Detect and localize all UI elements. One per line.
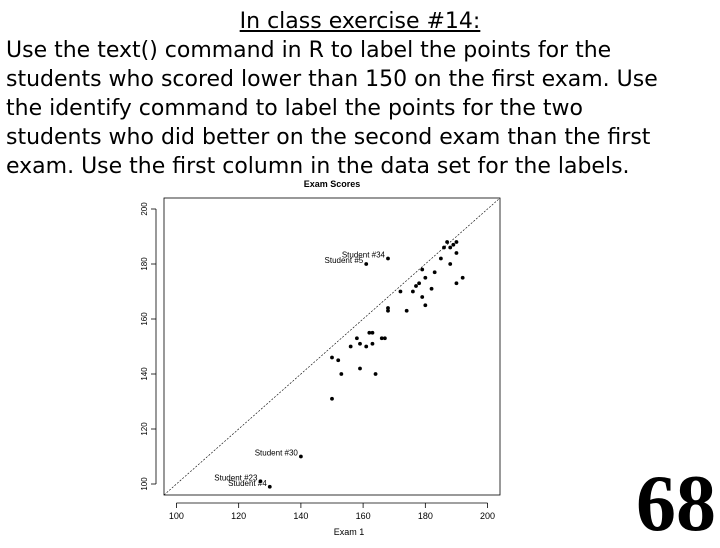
y-tick-label: 160 (140, 312, 149, 326)
x-tick-label: 160 (355, 511, 371, 521)
data-point (455, 251, 459, 255)
point-label: Student #23 (214, 473, 258, 483)
data-point (371, 342, 375, 346)
data-point (455, 281, 459, 285)
x-axis-label: Exam 1 (333, 527, 365, 537)
slide-number: 68 (636, 460, 716, 548)
data-point (411, 290, 415, 294)
data-point (349, 345, 353, 349)
data-point (455, 240, 459, 244)
data-point (358, 342, 362, 346)
chart-title: Exam Scores (303, 179, 361, 189)
instructions-text: Use the text() command in R to label the points for the students who scored lower than 150 on the first exam. Use the identify command to label the points for the two students who did better on the second exam than the first exam. Use the first column in the data set for the labels. (6, 38, 658, 179)
data-point (405, 309, 409, 313)
point-label: Student #4 (228, 478, 267, 488)
data-point (383, 336, 387, 340)
y-tick-label: 120 (140, 422, 149, 436)
data-point (299, 455, 303, 459)
data-point (355, 336, 359, 340)
data-point (439, 257, 443, 261)
data-point (433, 270, 437, 274)
data-point (330, 397, 334, 401)
x-tick-label: 120 (231, 511, 247, 521)
data-point (445, 240, 449, 244)
data-point (417, 281, 421, 285)
point-label: Student #34 (341, 250, 385, 260)
data-point (451, 243, 455, 247)
data-point (430, 287, 434, 291)
y-tick-label: 140 (140, 367, 149, 381)
y-tick-label: 180 (140, 257, 149, 271)
data-point (448, 262, 452, 266)
y-tick-label: 200 (140, 202, 149, 216)
data-point (268, 485, 272, 489)
data-point (386, 306, 390, 310)
data-point (420, 268, 424, 272)
data-point (448, 246, 452, 250)
x-tick-label: 100 (168, 511, 184, 521)
x-tick-label: 180 (417, 511, 433, 521)
data-point (371, 331, 375, 335)
y-tick-label: 100 (140, 477, 149, 491)
data-point (386, 257, 390, 261)
data-point (364, 262, 368, 266)
data-point (423, 303, 427, 307)
x-tick-label: 200 (480, 511, 496, 521)
data-point (399, 290, 403, 294)
data-point (461, 276, 465, 280)
x-tick-label: 140 (293, 511, 309, 521)
data-point (423, 276, 427, 280)
point-label: Student #5 (324, 256, 364, 265)
data-point (374, 372, 378, 376)
data-point (420, 295, 424, 299)
slide-title: In class exercise #14: (239, 9, 481, 34)
point-label: Student #30 (254, 448, 298, 458)
data-point (330, 356, 334, 360)
data-point (358, 367, 362, 371)
identity-line (164, 198, 500, 495)
data-point (336, 358, 340, 362)
data-point (364, 345, 368, 349)
data-point (414, 284, 418, 288)
data-point (339, 372, 343, 376)
data-point (442, 246, 446, 250)
